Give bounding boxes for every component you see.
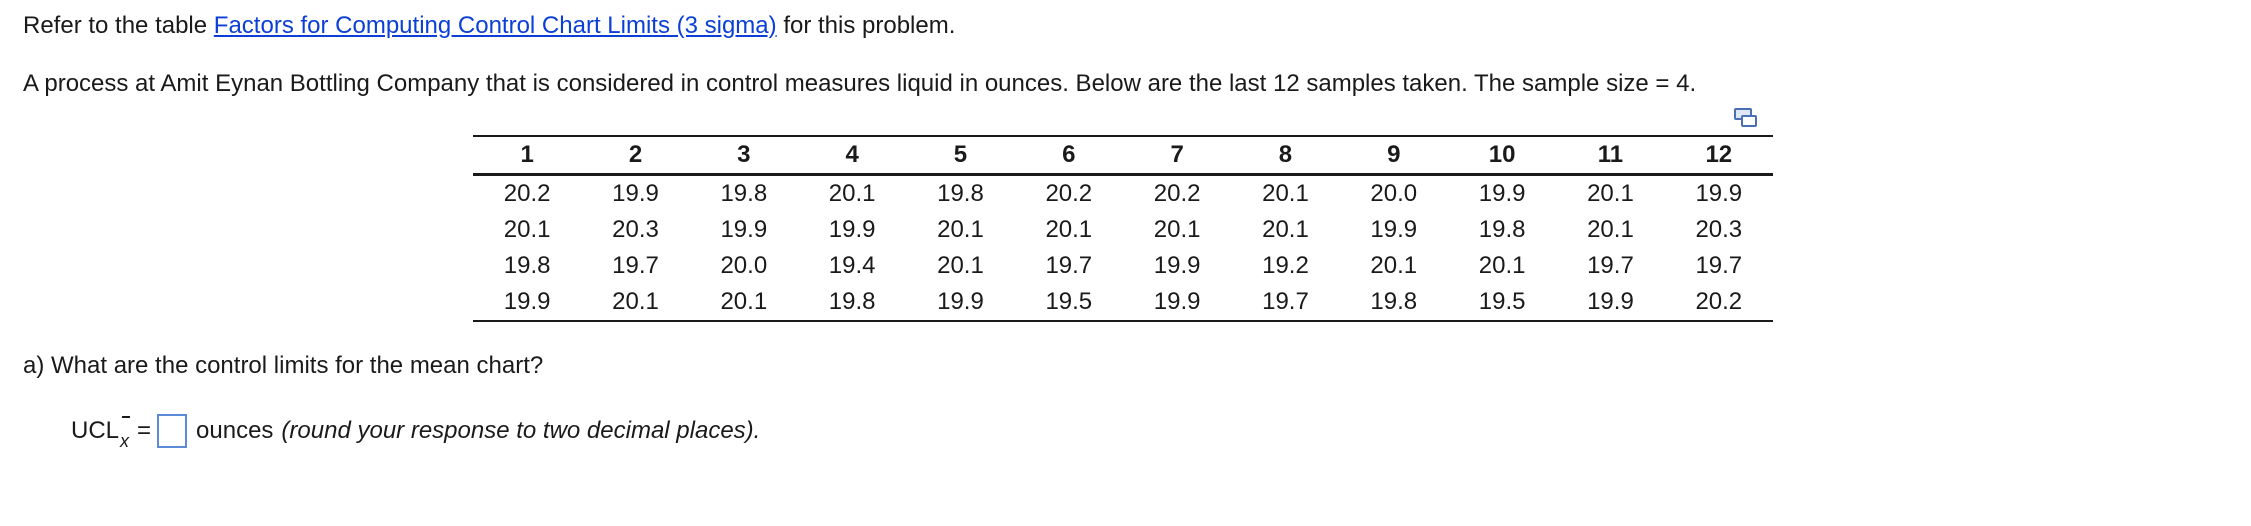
column-header: 4: [845, 141, 859, 168]
table-cell: 19.9: [1153, 288, 1201, 315]
table-cell: 19.8: [1478, 216, 1526, 243]
column-header: 7: [1170, 141, 1184, 168]
column-header: 5: [953, 141, 968, 168]
table-cell: 19.5: [1478, 288, 1526, 315]
intro-suffix: for this problem.: [783, 12, 956, 39]
table-cell: 19.8: [828, 288, 876, 315]
intro-line: [23, 10, 955, 42]
copy-data-icon[interactable]: [1733, 107, 1759, 129]
equals-sign: =: [137, 417, 152, 444]
table-cell: 20.3: [1695, 216, 1743, 243]
table-cell: 19.7: [1262, 288, 1309, 315]
table-cell: 20.1: [612, 288, 659, 315]
table-cell: 20.1: [1262, 216, 1309, 243]
table-row: [473, 248, 1773, 284]
column-header: 1: [520, 141, 534, 168]
table-cell: 19.8: [503, 252, 551, 279]
table-cell: 20.1: [1045, 216, 1093, 243]
table-cell: 19.8: [1370, 288, 1418, 315]
table-cell: 19.7: [1587, 252, 1634, 279]
table-cell: 19.9: [1695, 180, 1743, 207]
table-cell: 20.1: [1587, 180, 1634, 207]
column-header: 12: [1705, 141, 1733, 168]
column-header: 3: [737, 141, 751, 168]
column-header: 11: [1597, 141, 1624, 168]
column-header: 8: [1278, 141, 1293, 168]
table-row: [473, 284, 1773, 321]
table-cell: 20.1: [828, 180, 876, 207]
table-cell: 20.2: [1045, 180, 1093, 207]
table-cell: 20.1: [937, 252, 984, 279]
table-cell: 19.9: [503, 288, 551, 315]
table-cell: 20.1: [1153, 216, 1201, 243]
factors-table-link[interactable]: Factors for Computing Control Chart Limits (3 sigma): [213, 12, 777, 39]
table-cell: 20.2: [503, 180, 551, 207]
table-cell: 19.9: [612, 180, 659, 207]
table-cell: 20.2: [1695, 288, 1743, 315]
table-cell: 20.1: [1370, 252, 1418, 279]
samples-table: [473, 135, 1773, 322]
ucl-answer-input[interactable]: [157, 414, 187, 448]
rounding-hint: (round your response to two decimal places).: [281, 417, 761, 444]
table-cell: 20.1: [720, 288, 768, 315]
table-cell: 19.9: [720, 216, 768, 243]
ucl-answer-row: [71, 414, 761, 451]
table-row: [473, 212, 1773, 248]
table-body: [473, 175, 1773, 322]
table-cell: 19.9: [1370, 216, 1418, 243]
table-cell: 20.3: [612, 216, 659, 243]
table-row: [473, 175, 1773, 213]
column-header: 9: [1387, 141, 1401, 168]
x-bar-subscript: [120, 425, 129, 457]
table-cell: 19.5: [1045, 288, 1093, 315]
table-cell: 20.1: [1478, 252, 1526, 279]
table-cell: 19.7: [612, 252, 659, 279]
table-cell: 19.8: [720, 180, 768, 207]
table-cell: 20.0: [1370, 180, 1418, 207]
table-cell: 20.0: [720, 252, 768, 279]
table-cell: 19.9: [1153, 252, 1201, 279]
x-subscript-text: x: [120, 431, 130, 451]
table-cell: 19.9: [1587, 288, 1634, 315]
problem-statement: A process at Amit Eynan Bottling Company that is considered in control measures liquid in ounces. Below are the last 12 samples taken. The sample size = 4.: [23, 70, 1697, 97]
ucl-label: UCL: [71, 417, 120, 444]
table-header-row: [473, 136, 1773, 175]
table-cell: 20.1: [1587, 216, 1634, 243]
column-header: 10: [1488, 141, 1516, 168]
table-cell: 19.7: [1695, 252, 1743, 279]
units-label: ounces: [196, 417, 274, 444]
column-header: 6: [1062, 141, 1076, 168]
table-cell: 19.8: [937, 180, 984, 207]
table-cell: 19.4: [828, 252, 876, 279]
table-cell: 20.1: [1262, 180, 1309, 207]
table-cell: 19.9: [937, 288, 984, 315]
table-cell: 19.7: [1045, 252, 1093, 279]
table-cell: 20.1: [937, 216, 984, 243]
table-cell: 19.2: [1262, 252, 1309, 279]
table-cell: 20.2: [1153, 180, 1201, 207]
x-bar-overline: [122, 416, 130, 418]
table-cell: 19.9: [1478, 180, 1526, 207]
table-cell: 19.9: [828, 216, 876, 243]
intro-prefix: Refer to the table: [23, 12, 208, 39]
table-cell: 20.1: [503, 216, 551, 243]
column-header: 2: [628, 141, 643, 168]
question-a: a) What are the control limits for the mean chart?: [23, 352, 544, 379]
